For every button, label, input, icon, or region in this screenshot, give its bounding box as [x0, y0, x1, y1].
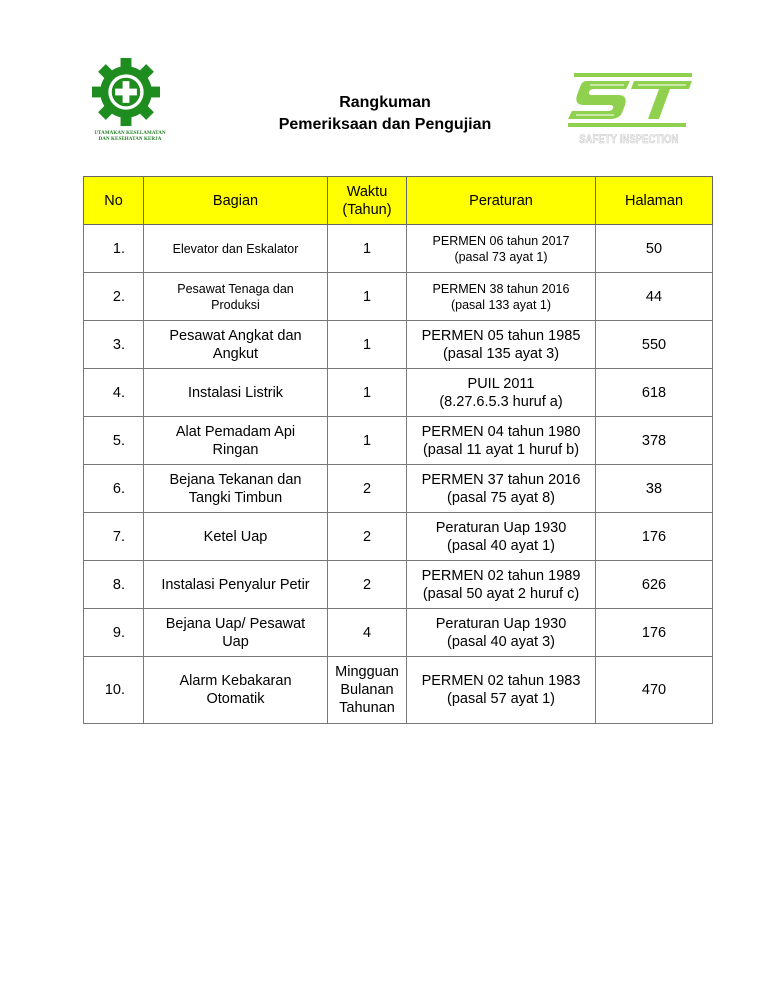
safety-inspection-logo	[568, 73, 693, 153]
bagian-line: Alat Pemadam Api	[175, 423, 296, 440]
peraturan-line: (8.27.6.5.3 huruf a)	[439, 393, 563, 410]
inspection-summary-table	[83, 176, 713, 724]
peraturan-line: PERMEN 04 tahun 1980	[421, 423, 581, 440]
peraturan-line: PERMEN 02 tahun 1983	[421, 673, 581, 689]
cell-no: 1.	[84, 225, 144, 273]
cell-waktu	[328, 657, 407, 724]
bagian-line: Ketel Uap	[203, 528, 268, 545]
cell-peraturan	[407, 417, 596, 465]
waktu-label: Waktu	[346, 183, 388, 200]
cell-bagian	[144, 465, 328, 513]
cell-waktu	[328, 609, 407, 657]
st-logo-icon	[568, 73, 693, 128]
cell-waktu	[328, 321, 407, 369]
cell-peraturan	[407, 225, 596, 273]
cell-halaman: 50	[596, 225, 713, 273]
peraturan-line: Peraturan Uap 1930	[435, 615, 567, 632]
waktu-line: 1	[362, 336, 372, 353]
cell-peraturan	[407, 321, 596, 369]
cell-halaman: 470	[596, 657, 713, 724]
bagian-line: Tangki Timbun	[188, 489, 283, 506]
cell-no: 10.	[84, 657, 144, 724]
cell-peraturan	[407, 561, 596, 609]
waktu-line: 1	[362, 240, 372, 257]
cell-no: 2.	[84, 273, 144, 321]
cell-waktu	[328, 369, 407, 417]
column-header-no: No	[84, 177, 144, 225]
cell-bagian	[144, 369, 328, 417]
page-title	[230, 92, 540, 136]
peraturan-line: PERMEN 06 tahun 2017	[432, 233, 570, 248]
peraturan-line: (pasal 40 ayat 1)	[446, 537, 555, 554]
cell-bagian	[144, 225, 328, 273]
cell-halaman: 38	[596, 465, 713, 513]
cell-waktu	[328, 225, 407, 273]
peraturan-line: PUIL 2011	[467, 375, 535, 392]
cell-halaman: 378	[596, 417, 713, 465]
cell-no: 8.	[84, 561, 144, 609]
safety-inspection-caption: SAFETY INSPECTION	[579, 132, 679, 146]
cell-peraturan	[407, 657, 596, 724]
title-line1: Rangkuman	[339, 94, 431, 111]
cell-bagian	[144, 657, 328, 724]
bagian-line: Instalasi Penyalur Petir	[161, 576, 310, 593]
peraturan-line: (pasal 11 ayat 1 huruf b)	[422, 441, 580, 458]
cell-halaman: 176	[596, 513, 713, 561]
cell-peraturan	[407, 513, 596, 561]
bagian-line: Otomatik	[206, 691, 265, 707]
cell-halaman: 550	[596, 321, 713, 369]
cell-no: 3.	[84, 321, 144, 369]
k3-caption-line1: UTAMAKAN KESELAMATAN	[94, 131, 166, 136]
bagian-line: Elevator dan Eskalator	[172, 241, 299, 256]
peraturan-line: PERMEN 38 tahun 2016	[432, 281, 570, 296]
cell-peraturan	[407, 273, 596, 321]
cell-no: 4.	[84, 369, 144, 417]
peraturan-line: (pasal 75 ayat 8)	[446, 489, 555, 506]
table-row	[84, 609, 713, 657]
waktu-line: 1	[362, 384, 372, 401]
cell-waktu	[328, 513, 407, 561]
cell-no: 6.	[84, 465, 144, 513]
bagian-line: Bejana Uap/ Pesawat	[165, 615, 306, 632]
waktu-line: Mingguan	[335, 664, 399, 680]
peraturan-line: (pasal 40 ayat 3)	[446, 633, 555, 650]
peraturan-line: (pasal 73 ayat 1)	[454, 249, 548, 264]
waktu-line: Tahunan	[339, 700, 395, 716]
table-body	[84, 225, 713, 724]
table-row	[84, 657, 713, 724]
table-row	[84, 513, 713, 561]
peraturan-line: PERMEN 37 tahun 2016	[421, 471, 581, 488]
cell-bagian	[144, 417, 328, 465]
waktu-line: 1	[362, 432, 372, 449]
peraturan-line: PERMEN 05 tahun 1985	[421, 327, 581, 344]
bagian-line: Bejana Tekanan dan	[169, 471, 302, 488]
table-row	[84, 225, 713, 273]
cell-peraturan	[407, 369, 596, 417]
cell-halaman: 44	[596, 273, 713, 321]
waktu-line: 2	[362, 576, 372, 593]
cell-bagian	[144, 321, 328, 369]
cell-bagian	[144, 513, 328, 561]
table-header-row	[84, 177, 713, 225]
column-header-peraturan: Peraturan	[407, 177, 596, 225]
table-row	[84, 561, 713, 609]
table-row	[84, 273, 713, 321]
bagian-line: Pesawat Tenaga dan	[177, 281, 294, 296]
peraturan-line: (pasal 50 ayat 2 huruf c)	[422, 585, 580, 602]
waktu-line: 2	[362, 480, 372, 497]
cell-no: 5.	[84, 417, 144, 465]
cell-bagian	[144, 273, 328, 321]
bagian-line: Instalasi Listrik	[187, 384, 284, 401]
column-header-halaman: Halaman	[596, 177, 713, 225]
peraturan-line: PERMEN 02 tahun 1989	[421, 567, 581, 584]
cell-peraturan	[407, 465, 596, 513]
column-header-waktu	[328, 177, 407, 225]
bagian-line: Alarm Kebakaran	[179, 673, 292, 689]
peraturan-line: Peraturan Uap 1930	[435, 519, 567, 536]
cell-halaman: 618	[596, 369, 713, 417]
waktu-line: 1	[362, 288, 372, 305]
table-row	[84, 465, 713, 513]
bagian-line: Produksi	[211, 297, 260, 312]
cell-bagian	[144, 609, 328, 657]
waktu-line: 4	[362, 624, 372, 641]
k3-logo-caption	[80, 131, 180, 143]
cell-bagian	[144, 561, 328, 609]
peraturan-line: (pasal 57 ayat 1)	[446, 691, 555, 707]
peraturan-line: (pasal 135 ayat 3)	[442, 345, 560, 362]
table-row	[84, 417, 713, 465]
waktu-line: Bulanan	[340, 682, 394, 698]
cell-halaman: 176	[596, 609, 713, 657]
table-row	[84, 321, 713, 369]
cell-no: 7.	[84, 513, 144, 561]
cell-waktu	[328, 417, 407, 465]
cell-peraturan	[407, 609, 596, 657]
k3-caption-line2: DAN KESEHATAN KERJA	[98, 137, 162, 142]
bagian-line: Uap	[222, 633, 249, 650]
cell-waktu	[328, 561, 407, 609]
table-row	[84, 369, 713, 417]
k3-logo	[80, 58, 185, 148]
bagian-line: Ringan	[212, 441, 259, 458]
bagian-line: Angkut	[212, 345, 259, 362]
bagian-line: Pesawat Angkat dan	[169, 327, 302, 344]
title-line2: Pemeriksaan dan Pengujian	[278, 116, 492, 133]
waktu-line: 2	[362, 528, 372, 545]
cell-waktu	[328, 273, 407, 321]
waktu-unit: (Tahun)	[342, 201, 392, 218]
column-header-bagian: Bagian	[144, 177, 328, 225]
cell-waktu	[328, 465, 407, 513]
peraturan-line: (pasal 133 ayat 1)	[450, 297, 552, 312]
gear-cross-icon	[92, 58, 160, 126]
cell-halaman: 626	[596, 561, 713, 609]
cell-no: 9.	[84, 609, 144, 657]
